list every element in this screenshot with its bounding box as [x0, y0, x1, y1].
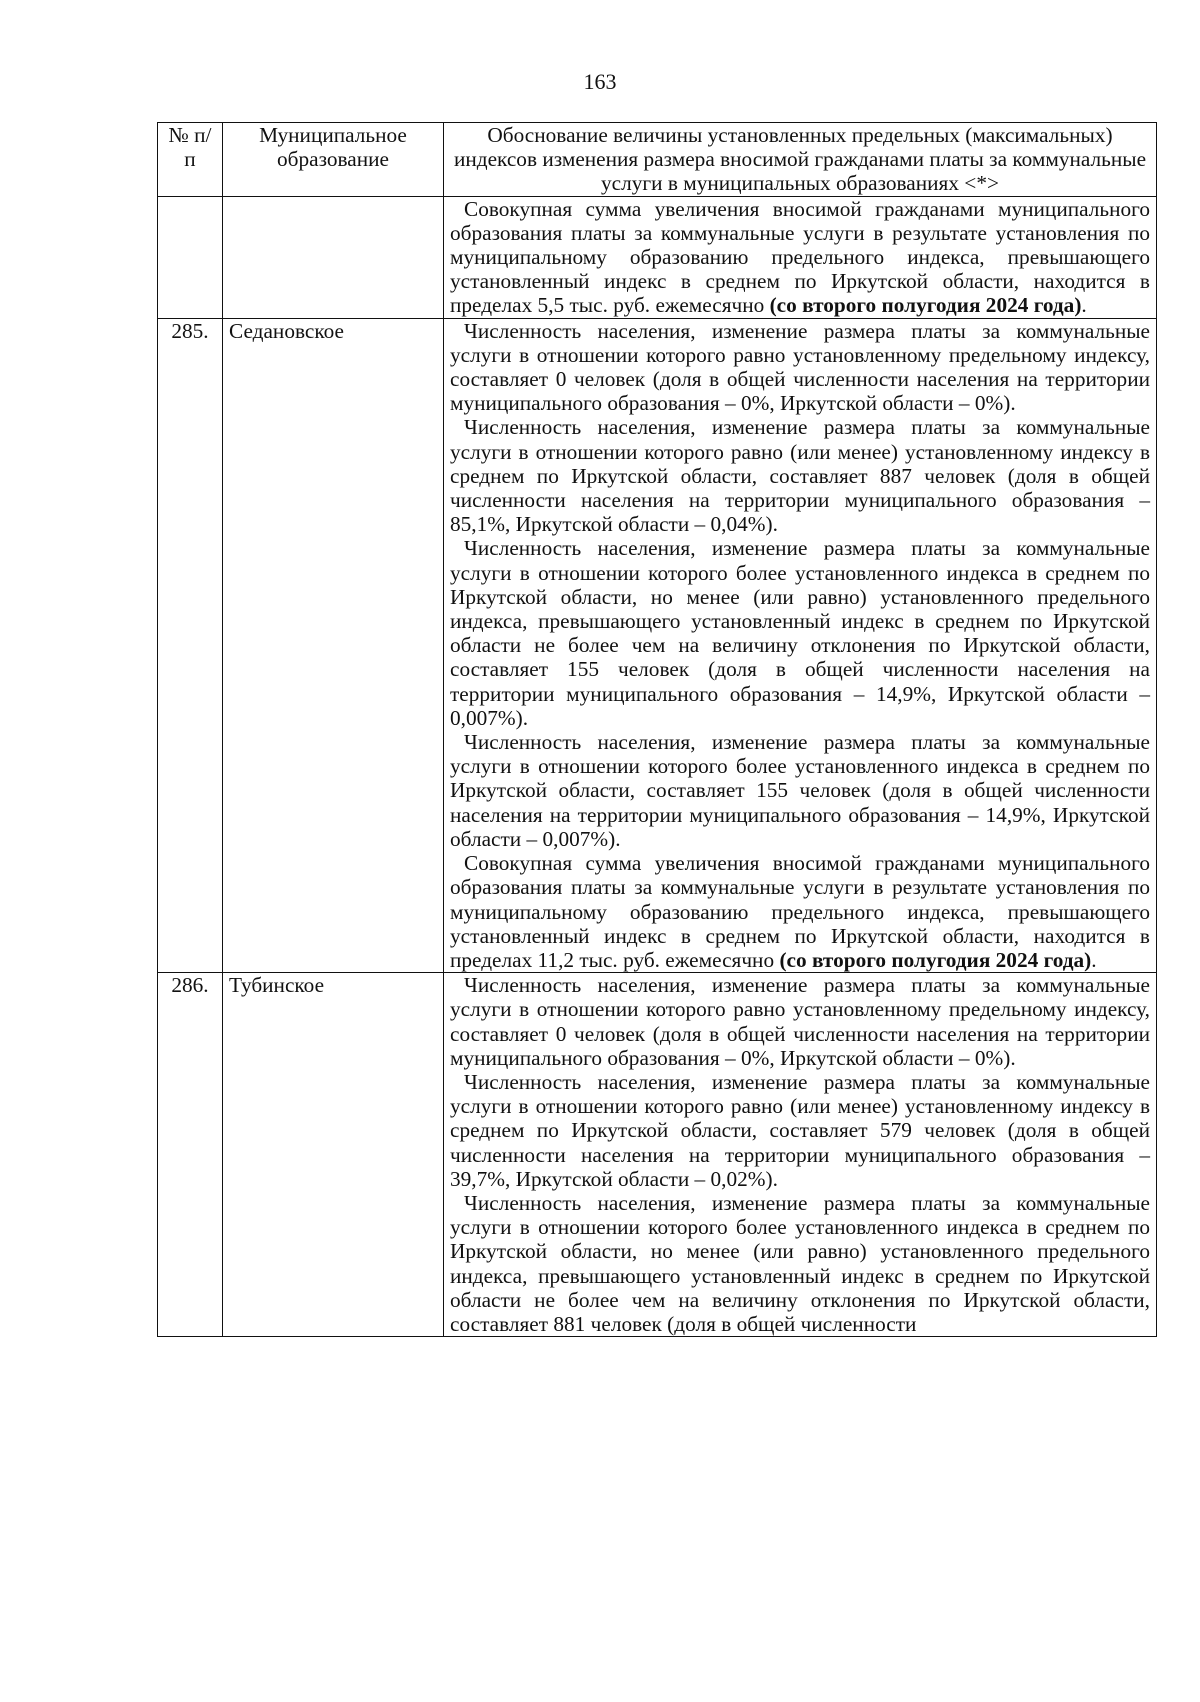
- row-justification: [444, 318, 1157, 972]
- paragraph-tail: .: [1091, 947, 1097, 972]
- table-body: [158, 196, 1157, 1337]
- paragraph-bold-period: (со второго полугодия 2024 года): [779, 947, 1092, 972]
- paragraph-text: Численность населения, изменение размера платы за коммунальные услуги в отношении которого равно (или менее) установленному индексу в среднем по Иркутской области, составляет 579 человек (доля в общей численности населения на территории муниципального образования – 39,7%, Иркутской области – 0,02%).: [450, 1069, 1150, 1191]
- paragraph-text: Совокупная сумма увеличения вносимой гражданами муниципального образования платы за коммунальные услуги в результате установления по муниципальному образованию предельного индекса, превышающего установленный индекс в среднем по Иркутской области, находится в пределах 5,5 тыс. руб. ежемесячно: [450, 196, 1150, 318]
- row-number: 285.: [158, 318, 223, 972]
- justification-paragraph: [450, 1191, 1150, 1336]
- paragraph-text: Численность населения, изменение размера платы за коммунальные услуги в отношении которого более установленного индекса в среднем по Иркутской области, но менее (или равно) установленного предельного индекса, превышающего установленный индекс в среднем по Иркутской области не более чем на величину отклонения по Иркутской области, составляет 881 человек (доля в общей численности: [450, 1190, 1150, 1336]
- justification-paragraph: [450, 1070, 1150, 1191]
- header-municipality: Муниципальное образование: [223, 123, 444, 197]
- row-justification: [444, 973, 1157, 1337]
- table-row: [158, 196, 1157, 318]
- row-justification: [444, 196, 1157, 318]
- row-municipality: [223, 196, 444, 318]
- page-number: 163: [583, 69, 617, 94]
- paragraph-text: Численность населения, изменение размера платы за коммунальные услуги в отношении которого равно установленному предельному индексу, составляет 0 человек (доля в общей численности населения на территории муниципального образования – 0%, Иркутской области – 0%).: [450, 318, 1150, 416]
- table-row: [158, 318, 1157, 972]
- table-header-row: [158, 123, 1157, 197]
- paragraph-text: Численность населения, изменение размера платы за коммунальные услуги в отношении которого равно установленному предельному индексу, составляет 0 человек (доля в общей численности населения на территории муниципального образования – 0%, Иркутской области – 0%).: [450, 973, 1150, 1070]
- row-number: [158, 196, 223, 318]
- row-number: 286.: [158, 973, 223, 1337]
- justification-paragraph: [450, 197, 1150, 318]
- justification-paragraph: [450, 536, 1150, 730]
- justification-paragraph: [450, 319, 1150, 416]
- tariff-justification-table: [157, 122, 1157, 1337]
- paragraph-tail: .: [1081, 293, 1087, 318]
- paragraph-text: Численность населения, изменение размера платы за коммунальные услуги в отношении которого равно (или менее) установленному индексу в среднем по Иркутской области, составляет 887 человек (доля в общей численности населения на территории муниципального образования – 85,1%, Иркутской области – 0,04%).: [450, 415, 1150, 537]
- paragraph-text: Численность населения, изменение размера платы за коммунальные услуги в отношении которого более установленного индекса в среднем по Иркутской области, но менее (или равно) установленного предельного индекса, превышающего установленный индекс в среднем по Иркутской области не более чем на величину отклонения по Иркутской области, составляет 155 человек (доля в общей численности населения на территории муниципального образования – 14,9%, Иркутской области – 0,007%).: [450, 536, 1150, 730]
- justification-paragraph: [450, 730, 1150, 851]
- row-municipality: Седановское: [223, 318, 444, 972]
- header-justification: Обоснование величины установленных предельных (максимальных) индексов изменения размера вносимой гражданами платы за коммунальные услуги в муниципальных образованиях <*>: [444, 123, 1157, 197]
- table-row: [158, 973, 1157, 1337]
- paragraph-text: Совокупная сумма увеличения вносимой гражданами муниципального образования платы за коммунальные услуги в результате установления по муниципальному образованию предельного индекса, превышающего установленный индекс в среднем по Иркутской области, находится в пределах 11,2 тыс. руб. ежемесячно: [450, 851, 1150, 972]
- paragraph-bold-period: (со второго полугодия 2024 года): [769, 293, 1082, 318]
- justification-paragraph: [450, 415, 1150, 536]
- header-number: № п/п: [158, 123, 223, 197]
- paragraph-text: Численность населения, изменение размера платы за коммунальные услуги в отношении которого более установленного индекса в среднем по Иркутской области, составляет 155 человек (доля в общей численности населения на территории муниципального образования – 14,9%, Иркутской области – 0,007%).: [450, 730, 1150, 851]
- row-municipality: Тубинское: [223, 973, 444, 1337]
- justification-paragraph: [450, 973, 1150, 1070]
- justification-paragraph: [450, 851, 1150, 972]
